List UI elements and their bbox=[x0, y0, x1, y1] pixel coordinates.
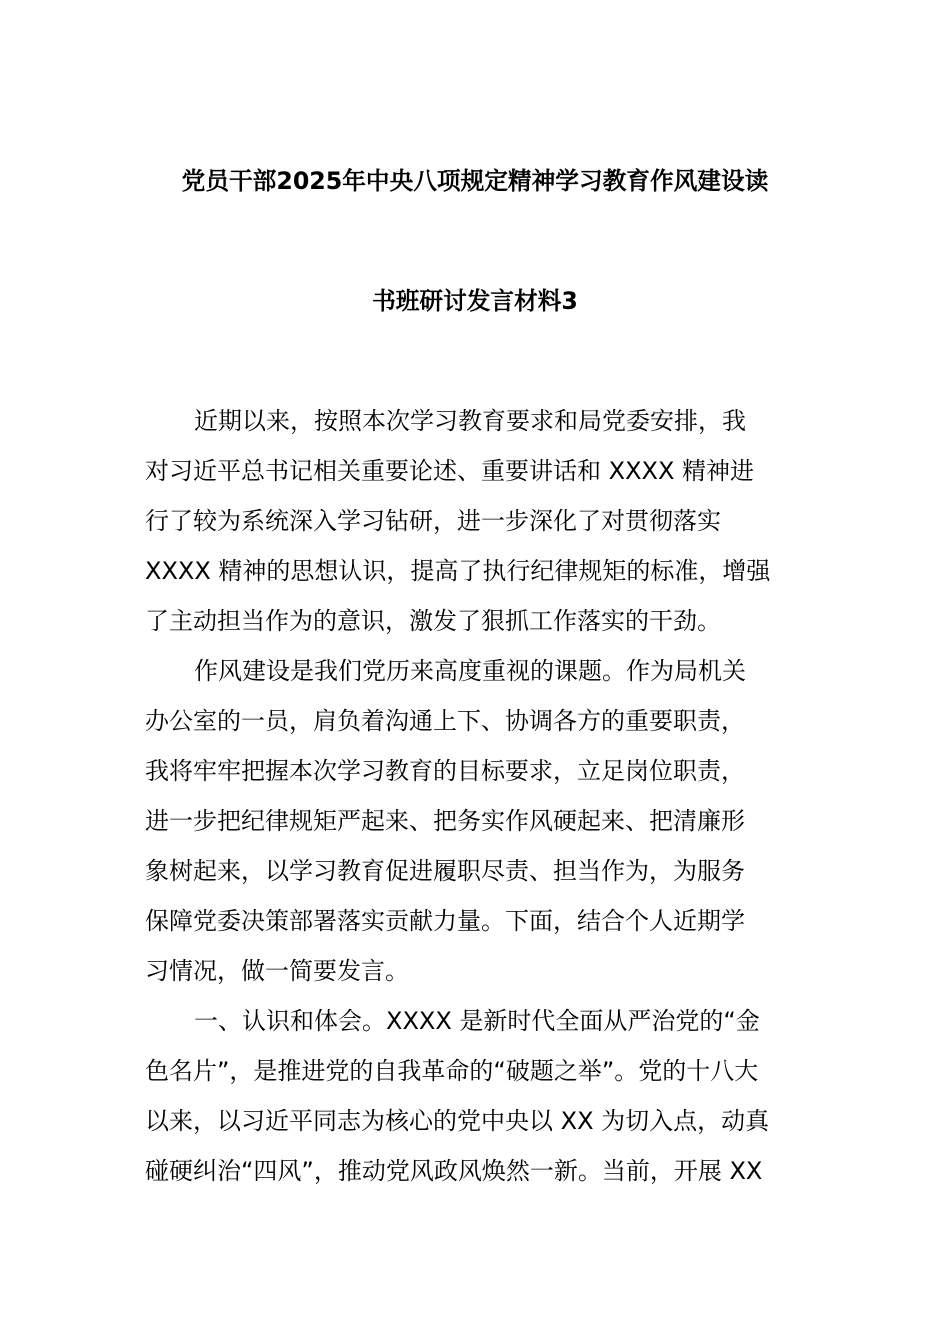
paragraph-2-line-7: 习情况，做一简要发言。 bbox=[145, 957, 409, 985]
paragraph-2-line-1: 作风建设是我们党历来高度重视的课题。作为局机关 bbox=[194, 657, 746, 685]
paragraph-1-line-2: 对习近平总书记相关重要论述、重要讲话和 XXXX 精神进 bbox=[145, 457, 755, 485]
paragraph-2-line-3: 我将牢牢把握本次学习教育的目标要求，立足岗位职责， bbox=[145, 757, 745, 785]
paragraph-3-line-3: 以来，以习近平同志为核心的党中央以 XX 为切入点，动真 bbox=[145, 1107, 770, 1135]
paragraph-1-line-3: 行了较为系统深入学习钻研，进一步深化了对贯彻落实 bbox=[145, 507, 721, 535]
paragraph-1-line-1: 近期以来，按照本次学习教育要求和局党委安排，我 bbox=[194, 407, 746, 435]
paragraph-2-line-2: 办公室的一员，肩负着沟通上下、协调各方的重要职责， bbox=[145, 707, 745, 735]
paragraph-1-line-5: 了主动担当作为的意识，激发了狠抓工作落实的干劲。 bbox=[145, 607, 721, 635]
paragraph-3-line-4: 碰硬纠治“四风”，推动党风政风焕然一新。当前，开展 XX bbox=[145, 1157, 763, 1185]
paragraph-2-line-4: 进一步把纪律规矩严起来、把务实作风硬起来、把清廉形 bbox=[145, 807, 745, 835]
document-title-line-2: 书班研讨发言材料3 bbox=[372, 287, 578, 315]
document-title-line-1: 党员干部2025年中央八项规定精神学习教育作风建设读 bbox=[181, 167, 769, 195]
paragraph-1-line-4: XXXX 精神的思想认识，提高了执行纪律规矩的标准，增强 bbox=[145, 557, 771, 585]
paragraph-2-line-6: 保障党委决策部署落实贡献力量。下面，结合个人近期学 bbox=[145, 907, 745, 935]
paragraph-3-line-2: 色名片”，是推进党的自我革命的“破题之举”。党的十八大 bbox=[145, 1057, 759, 1085]
paragraph-3-line-1: 一、认识和体会。XXXX 是新时代全面从严治党的“金 bbox=[194, 1007, 760, 1035]
paragraph-2-line-5: 象树起来，以学习教育促进履职尽责、担当作为，为服务 bbox=[145, 857, 745, 885]
